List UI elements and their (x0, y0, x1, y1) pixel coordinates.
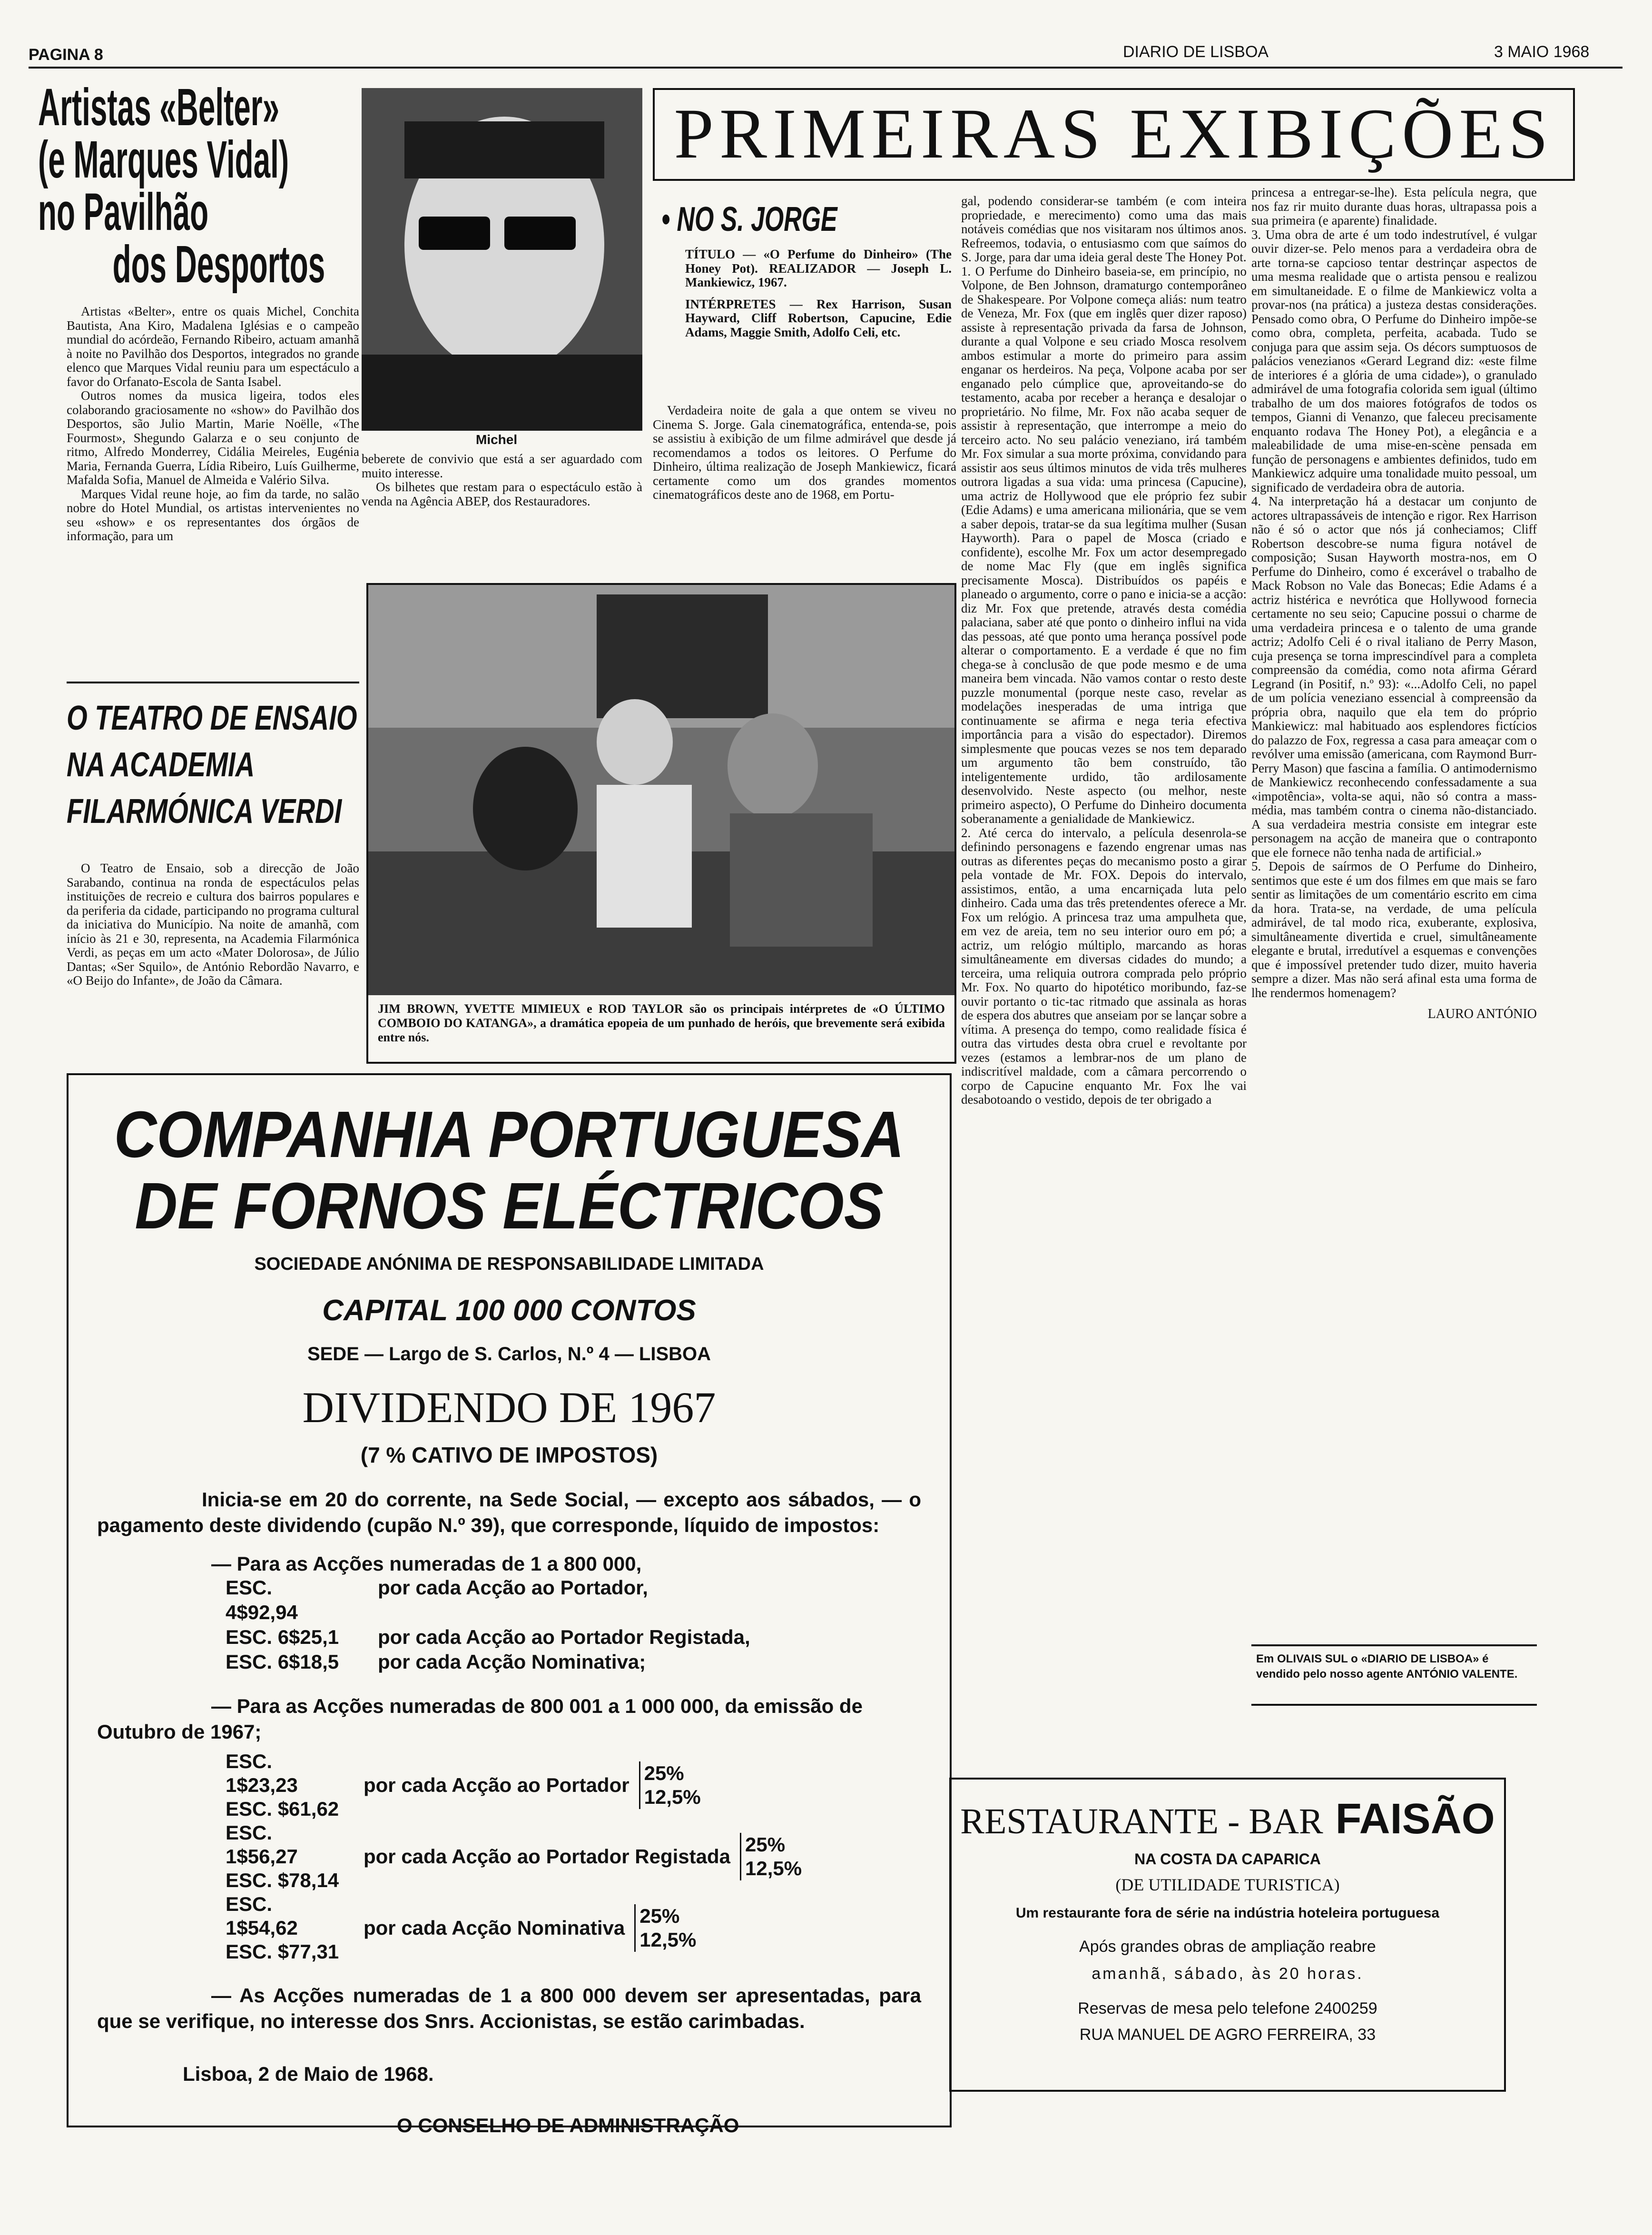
artistas-paragraph-2: Outros nomes da musica ligeira, todos eles colaborando graciosamente no «show» do Pavilhão dos Desportos, são Julio Martin, Marie Noëlle, «The Fourmost», Shegundo Galarza e o seu conjunto de ritmo, Alfredo Monderrey, Cidália Meireles, Eugénia Maria, Fernanda Guerra, Lídia Ribeiro, Luís Guilherme, Mafalda Sofia, Manuel de Almeida e Valério Silva. (67, 388, 359, 487)
companhia-rows-group2 (226, 1750, 950, 1964)
dividend-amount: ESC. $77,31 (226, 1940, 339, 1963)
dividend-percent: 12,5% (745, 1857, 802, 1879)
restaurante-line1: Após grandes obras de ampliação reabre (1079, 1938, 1376, 1956)
restaurante-line3: Reservas de mesa pelo telefone 2400259 (1078, 1999, 1377, 2017)
artistas-title-line1: Artistas «Belter» (38, 78, 280, 137)
katanga-caption: JIM BROWN, YVETTE MIMIEUX e ROD TAYLOR são os principais intérpretes de «O ÚLTIMO COMBOIO DO KATANGA», a dramática epopeia de um punhado de heróis, que brevemente será exibida entre nós. (378, 1002, 945, 1044)
companhia-cativo: (7 % CATIVO DE IMPOSTOS) (360, 1443, 658, 1467)
dividend-row (226, 1625, 950, 1650)
artistas-title-line2: (e Marques Vidal) (38, 130, 289, 189)
artistas-end-rule (67, 682, 359, 683)
dividend-row-pair (226, 1821, 950, 1892)
page-number: PAGINA 8 (29, 46, 103, 64)
teatro-paragraph: O Teatro de Ensaio, sob a direcção de João Sarabando, continua na ronda de espectáculos pelas instituições de recreio e cultura dos bairros populares e da periferia da cidade, participando no programa cultural da iniciativa do Município. Na noite de amanhã, com início às 21 e 30, representa, na Academia Filarmónica Verdi, as peças em um acto «Mater Dolorosa», de Júlio Dantas; «Ser Squilo», de António Rebordão Navarro, e «O Beijo do Infante», de João da Câmara. (67, 861, 359, 988)
restaurante-tagline: Um restaurante fora de série na indústria hoteleira portuguesa (1015, 1905, 1440, 1921)
dividend-amount: ESC. 1$54,62 (226, 1893, 298, 1939)
restaurante-utilidade: (DE UTILIDADE TURISTICA) (1115, 1875, 1340, 1894)
companhia-note: — As Acções numeradas de 1 a 800 000 devem ser apresentadas, para que se verifique, no interesse dos Snrs. Accionistas, se estão carimbadas. (97, 1984, 921, 2032)
dividend-percent: 25% (745, 1833, 786, 1856)
film-cast: INTÉRPRETES — Rex Harrison, Susan Hayward, Cliff Robertson, Capucine, Edie Adams, Maggie Smith, Adolfo Celi, etc. (685, 297, 952, 339)
issue-date: 3 MAIO 1968 (1494, 43, 1590, 61)
artistas-paragraph-1: Artistas «Belter», entre os quais Michel, Conchita Bautista, Ana Kiro, Madalena Iglésias e o campeão mundial do acórdeão, Fernando Ribeiro, actuam amanhã à noite no Pavilhão dos Desportos, integrados no grande elenco que Marques Vidal reuniu para um espectáculo a favor do Orfanato-Escola de Santa Isabel. (67, 304, 359, 389)
review-column-3 (1251, 186, 1537, 1022)
restaurante-ad (949, 1778, 1506, 2092)
review-column-2 (961, 186, 1247, 1116)
restaurante-name-part1: RESTAURANTE - BAR (960, 1801, 1323, 1841)
teatro-headline (67, 695, 362, 835)
companhia-intro: Inicia-se em 20 do corrente, na Sede Social, — excepto aos sábados, — o pagamento deste dividendo (cupão N.º 39), que corresponde, líquido de impostos: (97, 1488, 921, 1536)
dividend-amount: ESC. 6$18,5 (226, 1651, 339, 1673)
michel-cont-1: beberete de convivio que está a ser aguardado com muito interesse. (362, 452, 642, 480)
restaurante-line2: amanhã, sábado, às 20 horas. (1092, 1965, 1364, 1983)
olivais-rule (1251, 1704, 1537, 1706)
dividend-percent: 25% (644, 1762, 684, 1784)
teatro-title-line3: FILARMÓNICA VERDI (67, 792, 342, 831)
header-rule (29, 67, 1622, 69)
dividend-row-pair (226, 1750, 950, 1821)
companhia-para1: — Para as Acções numeradas de 1 a 800 000, (211, 1553, 642, 1575)
restaurante-line4: RUA MANUEL DE AGRO FERREIRA, 33 (1079, 2026, 1376, 2044)
dividend-percent: 25% (639, 1905, 680, 1927)
michel-caption: Michel (476, 432, 518, 447)
artistas-title-line4: dos Desportos (112, 235, 325, 294)
dividend-percent: 12,5% (644, 1786, 701, 1808)
companhia-ad (67, 1073, 952, 2136)
artistas-body (67, 305, 359, 544)
dividend-description: por cada Acção ao Portador (364, 1774, 629, 1796)
artistas-title-line3: no Pavilhão (38, 183, 209, 241)
restaurante-name-part2: FAISÃO (1335, 1795, 1495, 1843)
dividend-amount: ESC. $78,14 (226, 1869, 339, 1891)
restaurante-location: NA COSTA DA CAPARICA (1134, 1850, 1321, 1868)
dividend-row-pair (226, 1892, 950, 1964)
companhia-sede: SEDE — Largo de S. Carlos, N.º 4 — LISBOA (307, 1344, 711, 1365)
companhia-subtitle: SOCIEDADE ANÓNIMA DE RESPONSABILIDADE LIMITADA (254, 1254, 764, 1274)
companhia-date: Lisboa, 2 de Maio de 1968. (183, 2063, 434, 2085)
companhia-title-line1: COMPANHIA PORTUGUESA (114, 1098, 905, 1171)
dividend-description: por cada Acção Nominativa (364, 1917, 625, 1939)
companhia-rows-group1 (226, 1575, 950, 1674)
dividend-description: por cada Acção Nominativa; (378, 1651, 646, 1673)
review-col3-text: princesa a entregar-se-lhe). Esta película negra, que nos faz rir muito durante duas horas, ultrapassa pois a sua primeira (e aparente) finalidade. 3. Uma obra de arte é um todo indestrutível, é vulgar ouvir dizer-se. Pelo menos para a verdadeira obra de arte torna-se capcioso tentar destrinçar aspectos de uma mesma realidade que o artista pensou e realizou em simultaneidade. E o filme de Mankiewicz volta a provar-nos (na prática) a justeza destas considerações. Pensado como obra, O Perfume do Dinheiro impõe-se como obra, completa, perfeita, acabada. Tudo se conjuga para que assim seja. Os décors sumptuosos de palácios venezianos «Gerard Legrand diz: «este filme de interiores é a glória de uma cidade»), o granulado admirável de uma fotografia colorida sem igual (último trabalho de um dos maiores fotógrafos de todos os tempos, Gianni di Venanzo, que faleceu precisamente enquanto rodava The Honey Pot), a elegância e a maleabilidade de uma mise-en-scène pensada em função de personagens e ambientes definidos, tudo em Mankiewicz adquire uma tonalidade muito pessoal, um significado de verdadeira obra de autoria. 4. Na interpretação há a destacar um conjunto de actores ultrapassáveis de intenção e rigor. Rex Harrison não é só o actor que nós já conheciamos; Cliff Robertson descobre-se numa figura notável de composição; Susan Hayworth mostra-nos, em O Perfume do Dinheiro, como é excerável o trabalho de Mack Robson no Vale das Bonecas; Edie Adams é a actriz histérica e nevrótica que Hollywood fornecia certamente no seu seio; Capucine possui o charme de uma verdadeira princesa e o talento de uma grande actriz; Adolfo Celi é o rival italiano de Perry Mason, cuja presença se torna imprescindível para a completa compreensão da comédia, como nota afirma Gérard Legrand (in Positif, n.º 93): «...Adolfo Celi, no papel de um polícia veneziano essencial à compreensão da própria obra, naquilo que ela tem do próprio Mankiewicz: mal habituado aos esplendores fictícios do palazzo de Fox, regressa a casa para ameaçar com o revólver uma emissão (americana, com Raymond Burr-Perry Mason) que fascina a família. O antimodernismo de Mankiewicz reconhecendo confessadamente a sua «impotência», volta-se aqui, não só contra a mass-média, mas também contra o cinema não-distanciado. A sua verdadeira mestria consiste em integrar este personagem na acção de maneira que o contraponto que ele fornece não tenha nada de artificial.» 5. Depois de saírmos de O Perfume do Dinheiro, sentimos que este é um dos filmes em que mais se faro sentir as limitações de um comentário escrito em cima da hora. Trata-se, na verdade, de uma película admirável, de tal modo rica, exuberante, explosiva, simultâneamente divertida e cruel, simultâneamente elegante e brutal, irredutível a esquemas e convenções que é impossível pretender tudo dizer, muito haveria sempre a dizer. Mas não será afinal esta uma forma de lhe rendermos homenagem? (1251, 185, 1537, 1000)
olivais-notice: Em OLIVAIS SUL o «DIARIO DE LISBOA» é vendido pelo nosso agente ANTÓNIO VALENTE. (1256, 1652, 1518, 1681)
dividend-row (226, 1575, 950, 1625)
review-col2-text: gal, podendo considerar-se também (e com inteira propriedade, e merecimento) como uma das mais notáveis comédias que nos visitaram nos últimos anos. Refreemos, todavia, o entusiasmo com que saímos do S. Jorge, para dar uma ideia geral deste The Honey Pot. 1. O Perfume do Dinheiro baseia-se, em princípio, no Volpone, de Ben Johnson, dramaturgo contemporâneo de Shakespeare. Por Volpone começa aliás: num teatro de Veneza, Mr. Fox (que em inglês quer dizer raposo) assiste à representação privada da farsa de Johnson, durante a qual Volpone e seu criado Mosca resolvem ambos estimular a morte do primeiro para assim enganar os herdeiros. Na peça, Volpone acaba por ser enganado pelo cúmplice que, aproveitando-se do testamento, acaba por receber a herança e desalojar o proprietário. No filme, Mr. Fox não acaba sequer de assistir à representação, que interrompe a meio do terceiro acto. No seu palácio veneziano, irá também Mr. Fox simular a sua morte próxima, convidando para assistir aos seus últimos minutos de vida três mulheres outrora ligadas a sua vida: uma princesa (Capucine), uma actriz de Hollywood que ele próprio fez subir (Edie Adams) e uma americana milionária, que se vem a saber depois, tratar-se da sua legítima mulher (Susan Hayworth). Para o papel de Mosca (criado e confidente), escolhe Mr. Fox um actor desempregado de nome Mac Fly (que em inglês significa precisamente Mosca). Distribuídos os papéis e planeado o argumento, corre o pano e inicia-se a acção: diz Mr. Fox que pretende, através desta comédia palaciana, saber até que ponto o dinheiro influi na vida das pessoas, até que ponto uma herança possível pode alterar o comportamento. E a verdade é que no fim chega-se à conclusão de que pode mesmo e de uma maneira bem vincada. Não vamos contar o resto deste puzzle monumental (porque neste caso, revelar as modelações inesperadas de uma intriga que continuamente se afirma e nega teria efectiva importância para a visão do espectador). Diremos simplesmente que poucas vezes se nos tem deparado um argumento tão bem construído, tão inteligentemente urdido, tão ardilosamente desenvolvido. Neste aspecto (ou melhor, neste primeiro aspecto), O Perfume do Dinheiro documenta soberanamente a genialidade de Mankiewicz. 2. Até cerca do intervalo, a película desenrola-se definindo personagens e fazendo engrenar umas nas outras as diferentes peças do mecanismo posto a girar pela vontade de Mr. FOX. Depois do intervalo, assistimos, então, a uma encarniçada luta pelo dinheiro. Cada uma das três pretendentes oferece a Mr. Fox um relógio. A princesa traz uma ampulheta que, em vez de areia, tem no seu interior ouro em pó; a actriz, um relógio múltiplo, marcando as horas simultâneamente em diversas cidades do mundo; a terceira, uma reliquia outrora comprada pelo próprio Mr. Fox. No quarto do hipotético moribundo, faz-se ouvir portanto o tic-tac ritmado que assinala as horas de espera dos abutres que anseiam por se lançar sobre a vítima. A presença do tempo, como realidade física é outra das virtudes desta obra cruel e revoltante por vezes (estamos a lembrar-nos de um plano de indiscritível maldade, com a câmara percorrendo o corpo de Capucine enquanto Mr. Fox lhe vai desabotoando o vestido, depois de ter obrigado a (961, 194, 1247, 1107)
companhia-dividendo: DIVIDENDO DE 1967 (302, 1383, 716, 1432)
primeiras-banner: PRIMEIRAS EXIBIÇÕES (674, 94, 1554, 173)
companhia-title-line2: DE FORNOS ELÉCTRICOS (135, 1169, 884, 1243)
review-author: LAURO ANTÓNIO (1427, 1007, 1537, 1021)
companhia-para2: — Para as Acções numeradas de 800 001 a 1 000 000, da emissão de Outubro de 1967; (97, 1695, 863, 1743)
katanga-photo (368, 585, 954, 995)
michel-cont-2: Os bilhetes que restam para o espectáculo estão à venda na Agência ABEP, dos Restauradores. (362, 480, 642, 508)
teatro-title-line2: NA ACADEMIA (67, 746, 255, 784)
restaurante-name (951, 1795, 1504, 1844)
teatro-body (67, 861, 359, 988)
dividend-amount: ESC. 4$92,94 (226, 1576, 298, 1623)
dividend-description: por cada Acção ao Portador Registada (364, 1845, 730, 1868)
primeiras-banner-box (653, 88, 1575, 181)
section-no-s-jorge: • NO S. JORGE (661, 200, 837, 238)
michel-photo (362, 88, 642, 431)
film-credits (685, 247, 952, 339)
dividend-description: por cada Acção ao Portador Registada, (378, 1626, 750, 1648)
newspaper-name: DIARIO DE LISBOA (1123, 43, 1269, 61)
companhia-capital: CAPITAL 100 000 CONTOS (322, 1294, 696, 1327)
dividend-amount: ESC. $61,62 (226, 1798, 339, 1820)
review-lead (653, 404, 956, 502)
dividend-amount: ESC. 1$23,23 (226, 1750, 298, 1796)
artistas-paragraph-3: Marques Vidal reune hoje, ao fim da tarde, no salão nobre do Hotel Mundial, os artistas intervenientes no seu «show» e os representantes dos órgãos de informação, para um (67, 486, 359, 543)
dividend-amount: ESC. 1$56,27 (226, 1821, 298, 1868)
dividend-row (226, 1650, 950, 1674)
review-lead-paragraph: Verdadeira noite de gala a que ontem se viveu no Cinema S. Jorge. Gala cinematográfica, entenda-se, pois se assistiu à exibição de um filme admirável que desde já recomendamos a todos os leitores. O Perfume do Dinheiro, última realização de Joseph Mankiewicz, ficará certamente como um dos grandes momentos cinematográficos deste ano de 1968, em Portu- (653, 403, 956, 502)
dividend-amount: ESC. 6$25,1 (226, 1626, 339, 1648)
review-end-rule (1251, 1644, 1537, 1646)
michel-continuation (362, 452, 642, 508)
katanga-photo-frame (366, 583, 956, 1064)
dividend-percent: 12,5% (639, 1928, 697, 1951)
artistas-headline (38, 78, 352, 294)
companhia-signed: O CONSELHO DE ADMINISTRAÇÃO (397, 2114, 739, 2136)
dividend-description: por cada Acção ao Portador, (378, 1576, 648, 1599)
film-title-director: TÍTULO — «O Perfume do Dinheiro» (The Honey Pot). REALIZADOR — Joseph L. Mankiewicz, 1967. (685, 247, 952, 289)
teatro-title-line1: O TEATRO DE ENSAIO (67, 699, 357, 737)
